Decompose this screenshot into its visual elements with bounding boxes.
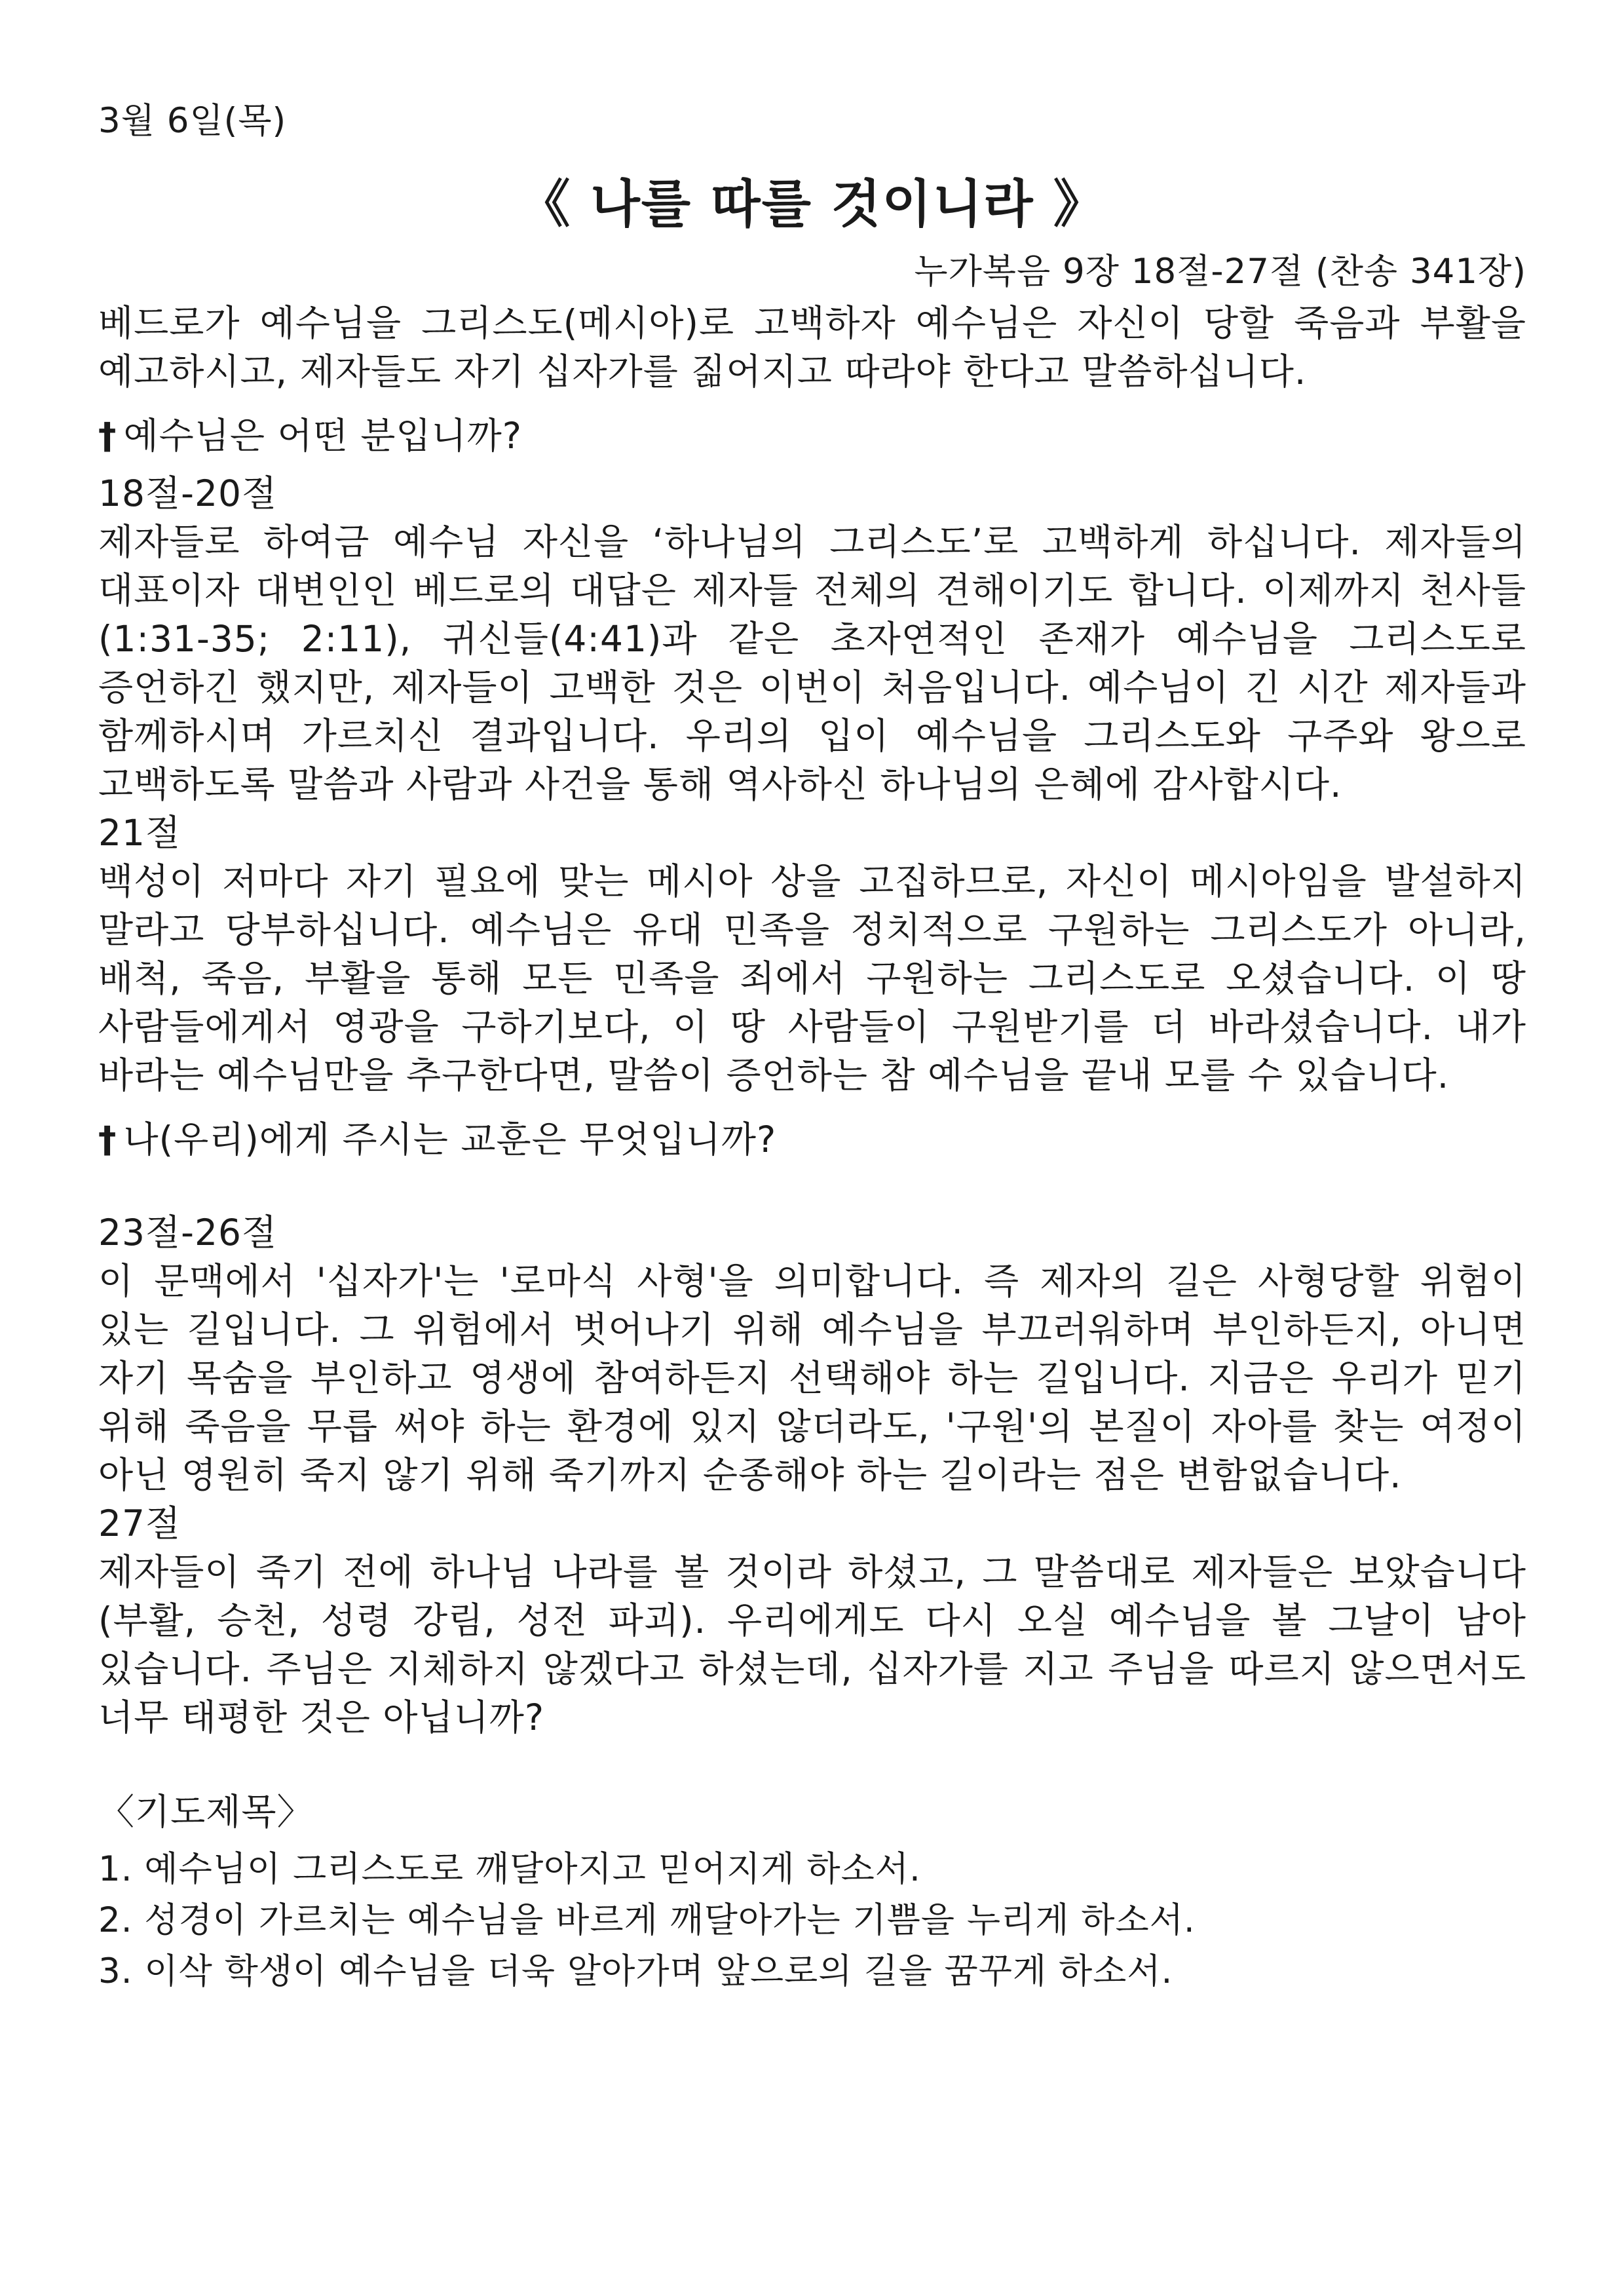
cross-icon: †	[98, 1119, 117, 1160]
cross-icon: †	[98, 415, 117, 457]
prayer-title: 〈기도제목〉	[98, 1791, 314, 1833]
verse-label: 21절	[98, 812, 181, 854]
prayer-item: 2. 성경이 가르치는 예수님을 바르게 깨달아가는 기쁨을 누리게 하소서.	[98, 1900, 1196, 1940]
intro-paragraph: 베드로가 예수님을 그리스도(메시아)로 고백하자 예수님은 자신이 당할 죽음과 부활을 예고하시고, 제자들도 자기 십자가를 짊어지고 따라야 한다고 말씀하십니다.	[98, 302, 1526, 392]
prayer-item: 1. 예수님이 그리스도로 깨달아지고 믿어지게 하소서.	[98, 1849, 921, 1889]
verse-paragraph: 이 문맥에서 '십자가'는 '로마식 사형'을 의미합니다. 즉 제자의 길은 사형당할 위험이 있는 길입니다. 그 위험에서 벗어나기 위해 예수님을 부끄러워하며 부인하든지, 아니면 자기 목숨을 부인하고 영생에 참여하든지 선택해야 하는 길입니다. 지금은 우리가 믿기 위해 죽음을 무릅 써야 하는 환경에 있지 않더라도, '구원'의 본질이 자아를 찾는 여정이 아닌 영원히 죽지 않기 위해 죽기까지 순종해야 하는 길이라는 점은 변함없습니다.	[98, 1260, 1526, 1496]
prayer-item: 3. 이삭 학생이 예수님을 더욱 알아가며 앞으로의 길을 꿈꾸게 하소서.	[98, 1951, 1173, 1991]
scripture-reference: 누가복음 9장 18절-27절 (찬송 341장)	[914, 252, 1526, 292]
verse-label: 27절	[98, 1502, 181, 1544]
verse-label: 23절-26절	[98, 1212, 278, 1253]
section-heading-text: 나(우리)에게 주시는 교훈은 무엇입니까?	[123, 1119, 777, 1160]
section-heading-lesson	[98, 1115, 1526, 1164]
verse-label: 18절-20절	[98, 472, 278, 514]
section-heading-who-is-jesus	[98, 411, 1526, 460]
page-title: 《 나를 따를 것이니라 》	[519, 175, 1106, 234]
verse-paragraph: 백성이 저마다 자기 필요에 맞는 메시아 상을 고집하므로, 자신이 메시아임을 발설하지 말라고 당부하십니다. 예수님은 유대 민족을 정치적으로 구원하는 그리스도가 아니라, 배척, 죽음, 부활을 통해 모든 민족을 죄에서 구원하는 그리스도로 오셨습니다. 이 땅 사람들에게서 영광을 구하기보다, 이 땅 사람들이 구원받기를 더 바라셨습니다. 내가 바라는 예수님만을 추구한다면, 말씀이 증언하는 참 예수님을 끝내 모를 수 있습니다.	[98, 860, 1526, 1096]
blank-line	[98, 1164, 1526, 1208]
date-label: 3월 6일(목)	[98, 101, 287, 141]
verse-paragraph: 제자들이 죽기 전에 하나님 나라를 볼 것이라 하셨고, 그 말씀대로 제자들은 보았습니다(부활, 승천, 성령 강림, 성전 파괴). 우리에게도 다시 오실 예수님을 볼 그날이 남아 있습니다. 주님은 지체하지 않겠다고 하셨는데, 십자가를 지고 주님을 따르지 않으면서도 너무 태평한 것은 아닙니까?	[98, 1551, 1526, 1738]
section-heading-text: 예수님은 어떤 분입니까?	[123, 415, 522, 457]
verse-paragraph: 제자들로 하여금 예수님 자신을 ‘하나님의 그리스도’로 고백하게 하십니다. 제자들의 대표이자 대변인인 베드로의 대답은 제자들 전체의 견해이기도 합니다. 이제까지 천사들(1:31-35; 2:11), 귀신들(4:41)과 같은 초자연적인 존재가 예수님을 그리스도로 증언하긴 했지만, 제자들이 고백한 것은 이번이 처음입니다. 예수님이 긴 시간 제자들과 함께하시며 가르치신 결과입니다. 우리의 입이 예수님을 그리스도와 구주와 왕으로 고백하도록 말씀과 사람과 사건을 통해 역사하신 하나님의 은혜에 감사합시다.	[98, 521, 1526, 805]
devotional-page	[98, 98, 1526, 1997]
